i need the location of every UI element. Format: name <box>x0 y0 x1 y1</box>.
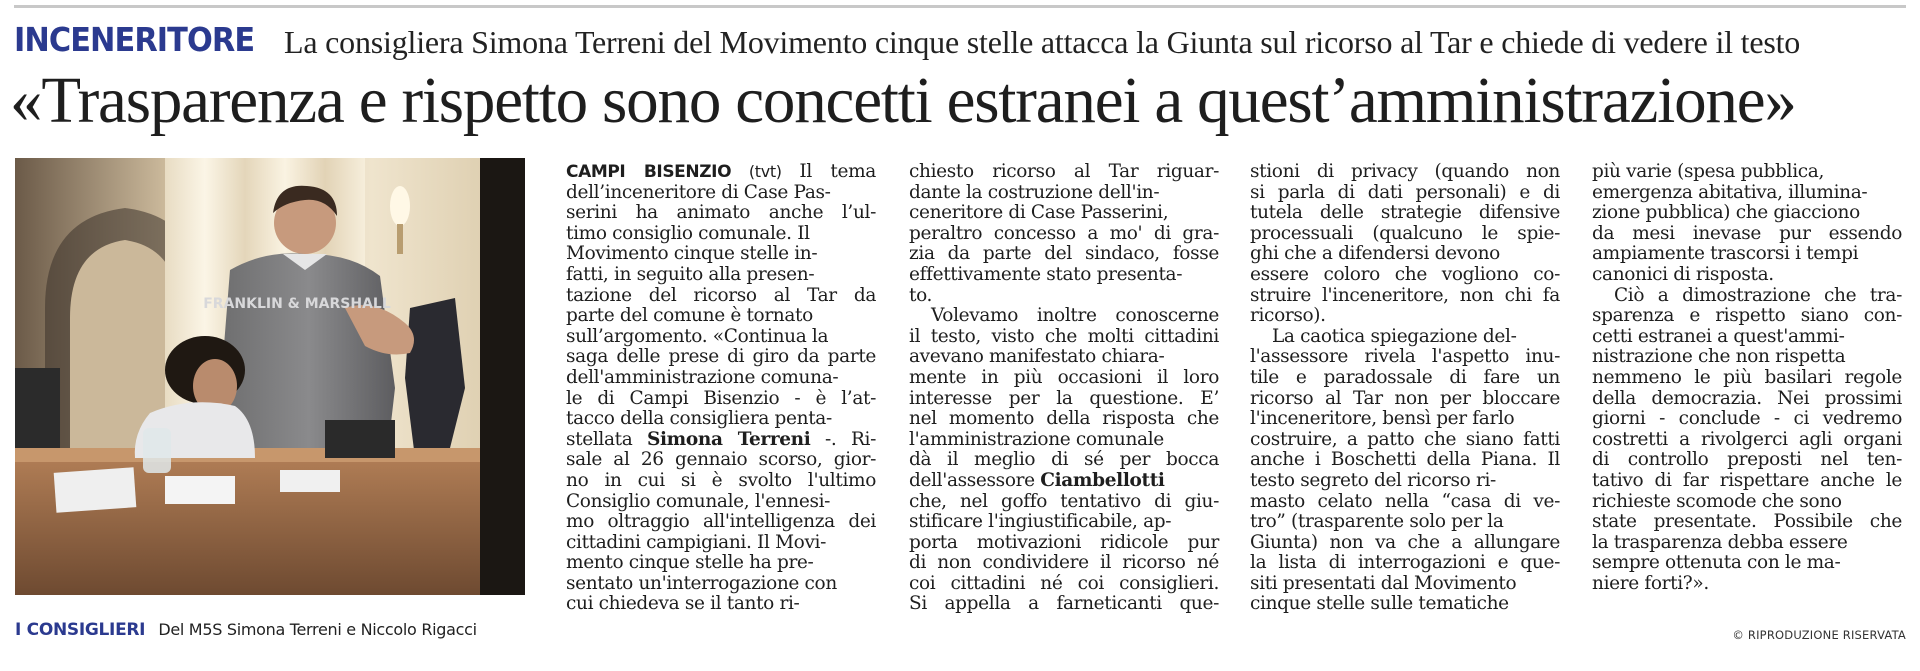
article-text: sentato un'interrogazione con <box>566 572 837 594</box>
article-text: più varie (spesa pubblica, <box>1592 161 1824 182</box>
article-text: peraltro concesso a mo' di gra- <box>909 222 1219 244</box>
article-line-text <box>909 203 1168 224</box>
article-text: Movimento cinque stelle in- <box>566 243 818 265</box>
article-line-text <box>1592 368 1902 389</box>
article-line <box>909 306 1219 327</box>
article-text: tile e paradossale di fare un <box>1250 366 1560 388</box>
article-line-text <box>566 327 828 348</box>
article-line <box>1592 347 1902 368</box>
article-text: dell’inceneritore di Case Pas- <box>566 181 831 203</box>
article-line <box>1592 183 1902 204</box>
article-text: stioni di privacy (quando non <box>1250 161 1560 182</box>
article-text: timo consiglio comunale. Il <box>566 222 810 244</box>
article-line-text <box>1250 594 1509 615</box>
article-line-text <box>1250 450 1560 471</box>
article-line-text <box>909 409 1219 430</box>
article-line-text <box>1250 286 1560 307</box>
subheadline: La consigliera Simona Terreni del Movimento cinque stelle attacca la Giunta sul ricorso al Tar e chiede di vedere il testo <box>284 24 1801 60</box>
article-line <box>909 368 1219 389</box>
article-line-text <box>1592 512 1902 533</box>
article-line <box>1592 244 1902 265</box>
article-line-text <box>909 594 1219 615</box>
article-line <box>1592 409 1902 430</box>
article-line <box>909 594 1219 615</box>
article-line-text <box>909 471 1165 492</box>
article-line-text <box>1592 471 1902 492</box>
article-line <box>909 162 1219 183</box>
article-line <box>1250 389 1560 410</box>
article-text: mente in più occasioni il loro <box>909 366 1219 388</box>
article-text: essere coloro che vogliono co- <box>1250 263 1560 285</box>
article-line <box>566 306 876 327</box>
article-text: niere forti?». <box>1592 572 1709 594</box>
article-line-text <box>909 183 1159 204</box>
article-text: Il tema <box>799 161 876 182</box>
article-text: giorni - conclude - ci vedremo <box>1592 408 1902 430</box>
article-line-text <box>909 244 1219 265</box>
council-meeting-photo <box>15 158 525 595</box>
section-kicker: INCENERITORE <box>14 20 255 59</box>
article-line <box>566 162 876 183</box>
article-line <box>909 265 1219 286</box>
article-line-text <box>909 533 1219 554</box>
article-line-text <box>566 512 876 533</box>
article-line-text <box>1250 265 1560 286</box>
article-line <box>1250 574 1560 595</box>
article-line <box>1592 265 1902 286</box>
article-text: sempre ottenuta con le ma- <box>1592 552 1841 574</box>
article-line <box>1592 389 1902 410</box>
article-line-text <box>566 492 830 513</box>
article-text: cui chiedeva se il tanto ri- <box>566 593 800 615</box>
article-line <box>1592 574 1902 595</box>
article-line <box>566 450 876 471</box>
person-name: Simona Terreni <box>646 428 811 450</box>
article-line-text <box>1250 389 1560 410</box>
article-line-text <box>1250 183 1560 204</box>
article-line-text <box>909 286 932 307</box>
dateline-place: CAMPI BISENZIO <box>566 162 732 182</box>
article-column-4 <box>1592 162 1902 594</box>
article-line-text <box>1592 389 1902 410</box>
article-line-text <box>566 594 799 615</box>
article-line <box>1592 224 1902 245</box>
article-line <box>1592 286 1902 307</box>
article-line <box>909 244 1219 265</box>
article-line <box>909 286 1219 307</box>
article-line <box>909 450 1219 471</box>
article-line <box>1250 183 1560 204</box>
article-line-text <box>1592 327 1845 348</box>
article-text: la trasparenza debba essere <box>1592 531 1848 553</box>
article-text: coi cittadini né coi consiglieri. <box>909 572 1219 594</box>
article-text: l'inceneritore, bensì per farlo <box>1250 408 1515 430</box>
article-text: le di Campi Bisenzio - è l’at- <box>566 387 876 409</box>
article-line-text <box>1250 409 1514 430</box>
article-line-text <box>1250 306 1326 327</box>
article-line-text <box>566 224 810 245</box>
article-line <box>1250 533 1560 554</box>
article-text: tro” (trasparente solo per la <box>1250 511 1504 533</box>
article-line <box>909 224 1219 245</box>
article-text: nel momento della risposta che <box>909 408 1219 430</box>
article-line <box>566 409 876 430</box>
article-line-text <box>566 553 813 574</box>
article-line-text <box>1592 162 1824 183</box>
article-line <box>1592 368 1902 389</box>
article-text: l'assessore rivela l'aspetto inu- <box>1250 346 1560 368</box>
article-line <box>909 409 1219 430</box>
article-line <box>1592 430 1902 451</box>
article-text: ricorso). <box>1250 305 1326 327</box>
article-line <box>1592 162 1902 183</box>
article-line-text <box>909 265 1182 286</box>
article-line-text <box>909 574 1219 595</box>
article-line <box>566 224 876 245</box>
article-line <box>1250 306 1560 327</box>
article-line <box>1250 594 1560 615</box>
article-line-text <box>909 492 1219 513</box>
article-text: Volevamo inoltre conoscerne <box>931 305 1219 327</box>
article-line-text <box>1592 347 1845 368</box>
article-line-text <box>1614 286 1902 307</box>
article-line <box>1250 368 1560 389</box>
article-text: sull’argomento. «Continua la <box>566 325 829 347</box>
article-text: costruire, a patto che siano fatti <box>1250 428 1560 450</box>
article-line <box>909 492 1219 513</box>
article-line-text <box>1592 450 1902 471</box>
article-line <box>909 347 1219 368</box>
person-name: Ciambellotti <box>1040 469 1165 491</box>
article-text: della democrazia. Nei prossimi <box>1592 387 1902 409</box>
article-text: dell'amministrazione comuna- <box>566 366 839 388</box>
article-text: zione pubblica) che giacciono <box>1592 202 1860 224</box>
article-line <box>1250 347 1560 368</box>
article-line-text <box>1592 203 1860 224</box>
article-line-text <box>1250 492 1560 513</box>
article-line-text <box>1250 512 1504 533</box>
article-text: porta motivazioni ridicole pur <box>909 531 1219 553</box>
article-line <box>566 203 876 224</box>
article-line-text <box>1592 183 1867 204</box>
article-line <box>1250 409 1560 430</box>
article-line-text <box>909 553 1219 574</box>
article-line-text <box>566 286 876 307</box>
article-line-text <box>909 327 1219 348</box>
article-line-text <box>1250 244 1500 265</box>
article-line-text <box>566 574 837 595</box>
article-text: tutela delle strategie difensive <box>1250 202 1560 224</box>
article-text: cinque stelle sulle tematiche <box>1250 593 1509 615</box>
copyright-notice: © RIPRODUZIONE RISERVATA <box>1732 628 1906 642</box>
article-text: nemmeno le più basilari regole <box>1592 366 1902 388</box>
article-line <box>1250 286 1560 307</box>
article-line-text <box>1250 162 1560 183</box>
article-line-text <box>566 162 876 183</box>
article-line <box>909 512 1219 533</box>
article-line <box>1592 450 1902 471</box>
article-line <box>909 430 1219 451</box>
article-photo <box>15 158 525 595</box>
article-text: cittadini campigiani. Il Movi- <box>566 531 827 553</box>
article-line <box>1250 492 1560 513</box>
shirt-print: FRANKLIN & MARSHALL <box>203 296 391 312</box>
article-line <box>909 553 1219 574</box>
article-text: tativo di far rispettare anche le <box>1592 469 1902 491</box>
article-line-text <box>1250 553 1560 574</box>
article-text: tazione del ricorso al Tar da <box>566 284 876 306</box>
article-text: il testo, visto che molti cittadini <box>909 325 1219 347</box>
article-text: di controllo preposti nel ten- <box>1592 449 1902 471</box>
article-line-text <box>1592 492 1842 513</box>
article-line-text <box>1250 203 1560 224</box>
article-line <box>1592 471 1902 492</box>
article-line-text <box>566 347 876 368</box>
article-line <box>566 265 876 286</box>
article-line <box>1592 327 1902 348</box>
article-line <box>1250 244 1560 265</box>
article-column-3 <box>1250 162 1560 615</box>
article-line-text <box>1592 574 1709 595</box>
top-rule <box>14 5 1906 8</box>
article-text: mo oltraggio all'intelligenza dei <box>566 511 876 533</box>
article-line <box>909 389 1219 410</box>
article-text: Consiglio comunale, l'ennesi- <box>566 490 831 512</box>
article-text: to. <box>909 284 933 306</box>
article-column-2 <box>909 162 1219 615</box>
article-line <box>909 471 1219 492</box>
headline: «Trasparenza e rispetto sono concetti estranei a quest’amministrazione» <box>10 64 1796 137</box>
article-line <box>1250 203 1560 224</box>
article-line-text <box>566 471 876 492</box>
article-line-text <box>1250 533 1560 554</box>
article-line-text <box>1592 533 1847 554</box>
article-text: ampiamente trascorsi i tempi <box>1592 243 1859 265</box>
caption-label: I CONSIGLIERI <box>15 620 146 640</box>
article-line <box>1592 203 1902 224</box>
article-text: la lista di interrogazioni e que- <box>1250 552 1560 574</box>
article-line-text <box>1272 327 1516 348</box>
article-text: no in cui si è svolto l'ultimo <box>566 469 876 491</box>
article-line-text <box>566 265 814 286</box>
article-line-text <box>566 306 813 327</box>
article-text: zia da parte del sindaco, fosse <box>909 243 1219 265</box>
article-line <box>1592 553 1902 574</box>
article-text: saga delle prese di giro da parte <box>566 346 876 368</box>
article-text: interesse per la questione. E’ <box>909 387 1219 409</box>
article-line-text <box>909 162 1219 183</box>
article-text: l'amministrazione comunale <box>909 428 1164 450</box>
article-text: ghi che a difendersi devono <box>1250 243 1500 265</box>
article-text: anche i Boschetti della Piana. Il <box>1250 449 1560 471</box>
article-text: dell'assessore <box>909 469 1041 491</box>
article-line-text <box>566 244 817 265</box>
article-line <box>1250 471 1560 492</box>
article-line <box>566 183 876 204</box>
article-line-text <box>1250 347 1560 368</box>
article-line-text <box>1592 244 1858 265</box>
article-line-text <box>1592 409 1902 430</box>
article-line-text <box>1250 430 1560 451</box>
article-line <box>909 574 1219 595</box>
article-text: avevano manifestato chiara- <box>909 346 1165 368</box>
article-line-text <box>1592 265 1774 286</box>
article-line <box>566 594 876 615</box>
article-line-text <box>566 409 832 430</box>
article-text: nistrazione che non rispetta <box>1592 346 1846 368</box>
article-text: dà il meglio di sé per bocca <box>909 449 1219 471</box>
article-line-text <box>1592 430 1902 451</box>
article-line-text <box>909 430 1164 451</box>
article-text: serini ha animato anche l’ul- <box>566 202 876 224</box>
article-line-text <box>1592 224 1902 245</box>
photo-caption <box>15 620 477 640</box>
article-line <box>566 347 876 368</box>
article-text: tacco della consigliera penta- <box>566 408 832 430</box>
article-line <box>1250 224 1560 245</box>
article-line <box>566 533 876 554</box>
article-line-text <box>909 450 1219 471</box>
article-text: stellata <box>566 428 647 450</box>
article-line-text <box>566 183 831 204</box>
article-text: mento cinque stelle ha pre- <box>566 552 814 574</box>
article-line <box>909 533 1219 554</box>
article-text: testo segreto del ricorso ri- <box>1250 469 1496 491</box>
article-line-text <box>909 347 1164 368</box>
article-text: si parla di dati personali) e di <box>1250 181 1560 203</box>
article-text: processuali (qualcuno le spie- <box>1250 222 1560 244</box>
article-text: state presentate. Possibile che <box>1592 511 1902 533</box>
article-line <box>1592 492 1902 513</box>
kicker-line <box>14 20 1914 64</box>
article-text: effettivamente stato presenta- <box>909 263 1183 285</box>
article-line <box>566 286 876 307</box>
article-line-text <box>1592 306 1902 327</box>
article-line-text <box>566 450 876 471</box>
article-line <box>1250 327 1560 348</box>
article-line <box>1592 533 1902 554</box>
article-text: ceneritore di Case Passerini, <box>909 202 1169 224</box>
article-line <box>566 327 876 348</box>
article-text: Si appella a farneticanti que- <box>909 593 1219 615</box>
article-text: richieste scomode che sono <box>1592 490 1842 512</box>
article-text: da mesi inevase pur essendo <box>1592 222 1902 244</box>
article-text: cetti estranei a quest'ammi- <box>1592 325 1845 347</box>
article-line <box>909 183 1219 204</box>
article-text: canonici di risposta. <box>1592 263 1774 285</box>
article-column-1 <box>566 162 876 615</box>
article-line <box>1250 162 1560 183</box>
article-line <box>909 327 1219 348</box>
article-line <box>909 203 1219 224</box>
article-line-text <box>566 533 826 554</box>
article-line <box>566 244 876 265</box>
article-line <box>1250 265 1560 286</box>
article-line-text <box>1250 471 1496 492</box>
article-line <box>566 471 876 492</box>
article-line-text <box>566 430 876 451</box>
article-line <box>566 368 876 389</box>
article-line <box>566 389 876 410</box>
article-line <box>1592 512 1902 533</box>
article-text: chiesto ricorso al Tar riguar- <box>909 161 1219 182</box>
article-line <box>1592 306 1902 327</box>
article-line-text <box>566 368 838 389</box>
article-line <box>1250 553 1560 574</box>
article-text: La caotica spiegazione del- <box>1272 325 1517 347</box>
article-line <box>566 553 876 574</box>
article-line-text <box>566 389 876 410</box>
article-text: dante la costruzione dell'in- <box>909 181 1160 203</box>
dateline-source: (tvt) <box>731 162 800 181</box>
article-text: di non condividere il ricorso né <box>909 552 1219 574</box>
article-text: che, nel goffo tentativo di giu- <box>909 490 1219 512</box>
article-text: -. Ri- <box>810 428 877 450</box>
article-line <box>566 492 876 513</box>
article-text: struire l'inceneritore, non chi fa <box>1250 284 1560 306</box>
article-text: Giunta) non va che a allungare <box>1250 531 1560 553</box>
article-text: Ciò a dimostrazione che tra- <box>1614 284 1902 306</box>
article-line-text <box>909 368 1219 389</box>
article-line-text <box>1592 553 1840 574</box>
article-line-text <box>909 512 1171 533</box>
article-line-text <box>1250 574 1516 595</box>
article-text: masto celato nella “casa di ve- <box>1250 490 1560 512</box>
article-line <box>566 430 876 451</box>
article-line-text <box>909 389 1219 410</box>
article-text: costretti a rivolgerci agli organi <box>1592 428 1902 450</box>
caption-text: Del M5S Simona Terreni e Niccolo Rigacci <box>158 620 477 639</box>
article-line-text <box>1250 224 1560 245</box>
article-text: sale al 26 gennaio scorso, gior- <box>566 449 876 471</box>
article-text: parte del comune è tornato <box>566 305 813 327</box>
article-line-text <box>909 224 1219 245</box>
article-line <box>566 512 876 533</box>
article-text: ricorso al Tar non per bloccare <box>1250 387 1560 409</box>
article-text: siti presentati dal Movimento <box>1250 572 1517 594</box>
article-text: emergenza abitativa, illumina- <box>1592 181 1868 203</box>
article-line <box>1250 450 1560 471</box>
article-line <box>1250 430 1560 451</box>
article-line-text <box>566 203 876 224</box>
article-line <box>566 574 876 595</box>
article-text: fatti, in seguito alla presen- <box>566 263 815 285</box>
article-text: stificare l'ingiustificabile, ap- <box>909 511 1172 533</box>
article-line-text <box>931 306 1219 327</box>
article-line <box>1250 512 1560 533</box>
article-line-text <box>1250 368 1560 389</box>
article-text: sparenza e rispetto siano con- <box>1592 305 1902 327</box>
